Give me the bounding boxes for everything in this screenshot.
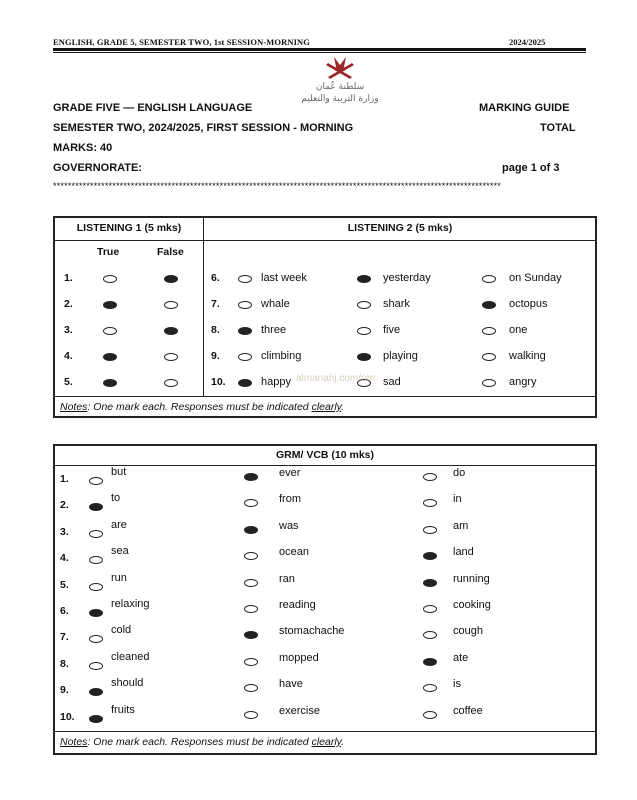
- true-bubble[interactable]: [103, 275, 117, 283]
- option-label: angry: [509, 376, 537, 388]
- notes-label: Notes: [60, 736, 88, 748]
- option-label: stomachache: [279, 625, 345, 638]
- option-bubble[interactable]: [89, 530, 103, 538]
- listening2-item-number: 7.: [211, 298, 220, 310]
- grm-note-rule: [53, 731, 597, 732]
- option-bubble[interactable]: [357, 301, 371, 309]
- option-label: walking: [509, 350, 546, 362]
- marks-line: MARKS: 40: [53, 142, 113, 154]
- option-label: are: [111, 518, 127, 531]
- option-label: exercise: [279, 704, 320, 717]
- option-bubble[interactable]: [89, 583, 103, 591]
- option-bubble[interactable]: [238, 379, 252, 387]
- running-header: ENGLISH, GRADE 5, SEMESTER TWO, 1st SESSION-MORNING: [53, 37, 310, 47]
- grade-title: GRADE FIVE — ENGLISH LANGUAGE: [53, 102, 253, 114]
- option-label: three: [261, 324, 287, 336]
- listening1-item-number: 2.: [64, 298, 73, 310]
- grm-item-number: 4.: [60, 552, 69, 565]
- option-label: should: [111, 677, 144, 690]
- option-bubble[interactable]: [238, 327, 252, 335]
- option-bubble[interactable]: [423, 658, 437, 666]
- true-bubble[interactable]: [103, 379, 117, 387]
- option-bubble[interactable]: [482, 301, 496, 309]
- header-rule-thin: [53, 52, 586, 53]
- grm-item-number: 6.: [60, 605, 69, 617]
- listening2-item-number: 10.: [211, 376, 226, 388]
- option-bubble[interactable]: [238, 275, 252, 283]
- option-bubble[interactable]: [89, 609, 103, 617]
- listening1-item-number: 5.: [64, 376, 73, 388]
- option-label: ate: [453, 651, 469, 664]
- option-label: climbing: [261, 350, 302, 362]
- listening1-item-number: 3.: [64, 324, 73, 336]
- option-label: cough: [453, 625, 483, 638]
- grm-item-number: 3.: [60, 525, 69, 538]
- grm-title-rule: [53, 465, 597, 466]
- running-header-year: 2024/2025: [509, 37, 546, 47]
- semester-line: SEMESTER TWO, 2024/2025, FIRST SESSION - MORNING: [53, 122, 354, 134]
- option-label: octopus: [509, 298, 548, 310]
- option-label: cleaned: [111, 650, 150, 663]
- option-bubble[interactable]: [357, 327, 371, 335]
- ministry-logo: [298, 55, 382, 105]
- grm-item-number: 2.: [60, 499, 69, 512]
- option-bubble[interactable]: [244, 473, 258, 481]
- option-label: whale: [261, 298, 290, 310]
- option-label: do: [453, 467, 466, 479]
- option-label: cold: [111, 624, 132, 637]
- listening1-title: LISTENING 1 (5 mks): [76, 222, 182, 234]
- option-bubble[interactable]: [238, 301, 252, 309]
- option-label: happy: [261, 376, 291, 388]
- option-bubble[interactable]: [357, 353, 371, 361]
- col-true-label: True: [97, 246, 120, 258]
- grm-item-number: 9.: [60, 684, 69, 697]
- true-bubble[interactable]: [103, 327, 117, 335]
- option-label: fruits: [111, 703, 135, 716]
- option-bubble[interactable]: [89, 662, 103, 670]
- option-label: run: [111, 571, 127, 584]
- option-label: relaxing: [111, 598, 150, 610]
- option-bubble[interactable]: [244, 658, 258, 666]
- option-label: ever: [279, 467, 301, 479]
- false-bubble[interactable]: [164, 275, 178, 283]
- option-bubble[interactable]: [482, 275, 496, 283]
- option-label: ran: [279, 572, 295, 585]
- option-label: last week: [261, 272, 307, 284]
- option-label: reading: [279, 599, 316, 611]
- option-bubble[interactable]: [89, 715, 103, 723]
- option-label: ocean: [279, 546, 309, 559]
- option-label: yesterday: [383, 272, 431, 284]
- option-bubble[interactable]: [423, 605, 437, 613]
- grm-item-number: 10.: [60, 710, 75, 723]
- option-bubble[interactable]: [244, 605, 258, 613]
- listening1-item-number: 1.: [64, 272, 73, 284]
- option-label: in: [453, 493, 462, 506]
- watermark: almanahj.com/om: [296, 373, 375, 384]
- grm-item-number: 5.: [60, 578, 69, 591]
- false-bubble[interactable]: [164, 327, 178, 335]
- listening2-item-number: 8.: [211, 324, 220, 336]
- false-bubble[interactable]: [164, 353, 178, 361]
- option-label: sea: [111, 545, 129, 558]
- separator-stars: *************************************************************************************************************************: [53, 181, 501, 191]
- option-bubble[interactable]: [244, 526, 258, 534]
- page-number: page 1 of 3: [502, 162, 560, 174]
- notes-label: Notes: [60, 401, 88, 413]
- governorate-line: GOVERNORATE:: [53, 162, 143, 174]
- option-bubble[interactable]: [423, 526, 437, 534]
- option-label: to: [111, 492, 121, 505]
- option-bubble[interactable]: [244, 579, 258, 587]
- option-bubble[interactable]: [482, 379, 496, 387]
- false-bubble[interactable]: [164, 379, 178, 387]
- option-label: was: [279, 519, 299, 532]
- logo-text-line2: وزارة التربية والتعليم: [301, 94, 379, 104]
- option-label: land: [453, 546, 474, 559]
- option-label: five: [383, 324, 401, 336]
- option-label: running: [453, 572, 490, 585]
- option-label: sad: [383, 376, 401, 388]
- option-label: playing: [383, 350, 418, 362]
- true-bubble[interactable]: [103, 301, 117, 309]
- grm-item-number: 8.: [60, 657, 69, 670]
- total-label: TOTAL: [540, 122, 576, 134]
- option-bubble[interactable]: [238, 353, 252, 361]
- option-bubble[interactable]: [423, 579, 437, 587]
- option-label: is: [453, 678, 461, 691]
- option-bubble[interactable]: [89, 477, 103, 485]
- option-label: mopped: [279, 651, 319, 664]
- listening-note: Notes: One mark each. Responses must be indicated clearly.: [60, 401, 345, 413]
- option-label: but: [111, 466, 127, 478]
- option-bubble[interactable]: [423, 711, 437, 719]
- option-label: coffee: [453, 704, 483, 717]
- marking-guide-label: MARKING GUIDE: [479, 102, 570, 114]
- true-bubble[interactable]: [103, 353, 117, 361]
- grm-title: GRM/ VCB (10 mks): [275, 449, 375, 461]
- option-bubble[interactable]: [482, 327, 496, 335]
- option-label: cooking: [453, 599, 491, 611]
- option-label: am: [453, 519, 469, 532]
- listening-note-rule: [53, 396, 597, 397]
- false-bubble[interactable]: [164, 301, 178, 309]
- grm-item-number: 7.: [60, 631, 69, 644]
- option-bubble[interactable]: [244, 711, 258, 719]
- col-false-label: False: [157, 246, 184, 258]
- listening2-item-number: 6.: [211, 272, 220, 284]
- listening1-item-number: 4.: [64, 350, 73, 362]
- listening2-item-number: 9.: [211, 350, 220, 362]
- option-label: one: [509, 324, 528, 336]
- option-label: on Sunday: [509, 272, 562, 284]
- option-bubble[interactable]: [357, 275, 371, 283]
- header-rule: [53, 48, 586, 51]
- grm-note: Notes: One mark each. Responses must be indicated clearly.: [60, 736, 345, 748]
- option-label: shark: [383, 298, 410, 310]
- grm-item-number: 1.: [60, 473, 69, 485]
- option-label: from: [279, 493, 301, 506]
- listening-title-rule: [53, 240, 597, 241]
- listening-divider: [203, 217, 204, 397]
- option-bubble[interactable]: [423, 473, 437, 481]
- option-bubble[interactable]: [482, 353, 496, 361]
- listening2-title: LISTENING 2 (5 mks): [347, 222, 453, 234]
- logo-text-line1: سلطنة عُمان: [315, 82, 365, 92]
- option-label: have: [279, 678, 303, 691]
